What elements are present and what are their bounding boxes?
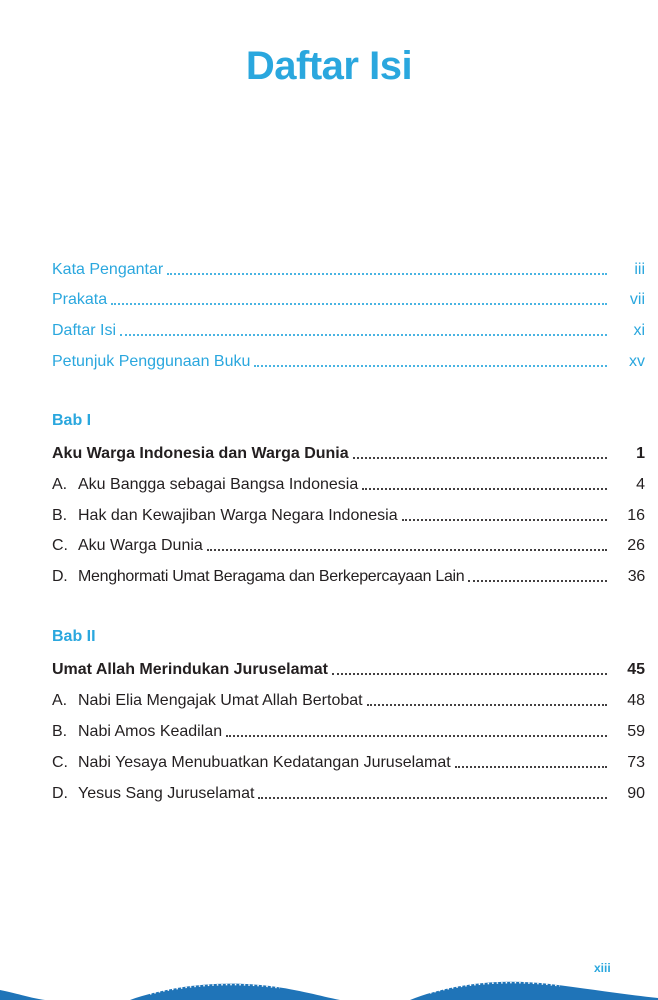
- toc-entry-label: Nabi Yesaya Menubuatkan Kedatangan Juruselamat: [78, 754, 451, 771]
- toc-entry-page: 16: [627, 507, 645, 524]
- dot-leader: [455, 765, 607, 768]
- section-letter: B.: [52, 507, 68, 524]
- toc-entry-label: Kata Pengantar: [52, 261, 164, 278]
- dot-leader: [120, 333, 607, 336]
- wave-shape: [0, 990, 45, 1000]
- toc-entry-page: iii: [634, 261, 645, 278]
- dot-leader: [402, 518, 607, 521]
- chapter-heading-bab-2: Bab II: [52, 628, 96, 645]
- toc-section-1d[interactable]: [52, 563, 645, 587]
- toc-entry-page: vii: [629, 291, 645, 308]
- toc-entry-daftar-isi[interactable]: [52, 317, 645, 341]
- section-letter: C.: [52, 754, 68, 771]
- toc-entry-petunjuk[interactable]: [52, 348, 645, 372]
- toc-entry-page: 1: [636, 445, 645, 462]
- toc-section-1b[interactable]: [52, 502, 645, 526]
- toc-entry-prakata[interactable]: [52, 286, 645, 310]
- toc-chapter-title-1[interactable]: [52, 440, 645, 464]
- toc-entry-page: 90: [627, 785, 645, 802]
- toc-entry-kata-pengantar[interactable]: [52, 256, 645, 280]
- page-number: xiii: [594, 961, 611, 975]
- toc-entry-label: Umat Allah Merindukan Juruselamat: [52, 661, 328, 678]
- dot-leader: [258, 796, 607, 799]
- toc-entry-label: Nabi Elia Mengajak Umat Allah Bertobat: [78, 692, 363, 709]
- dot-leader: [332, 672, 607, 675]
- wave-shape: [130, 984, 340, 1000]
- toc-entry-label: Aku Warga Dunia: [78, 537, 203, 554]
- toc-entry-page: 36: [627, 568, 645, 585]
- table-of-contents: [52, 250, 645, 970]
- section-letter: C.: [52, 537, 68, 554]
- toc-entry-label: Aku Warga Indonesia dan Warga Dunia: [52, 445, 349, 462]
- dot-leader: [254, 364, 607, 367]
- toc-entry-page: xi: [633, 322, 645, 339]
- dot-leader: [468, 579, 607, 582]
- toc-entry-label: Daftar Isi: [52, 322, 117, 339]
- section-letter: B.: [52, 723, 68, 740]
- section-letter: D.: [52, 785, 68, 802]
- toc-entry-label: Yesus Sang Juruselamat: [78, 785, 255, 802]
- chapter-heading-bab-1: Bab I: [52, 412, 92, 429]
- toc-entry-label: Prakata: [52, 291, 108, 308]
- toc-chapter-title-2[interactable]: [52, 656, 645, 680]
- dot-leader: [111, 302, 607, 305]
- section-letter: A.: [52, 692, 68, 709]
- dot-leader: [362, 487, 607, 490]
- section-letter: A.: [52, 476, 68, 493]
- dot-leader: [353, 456, 607, 459]
- toc-entry-page: 26: [627, 537, 645, 554]
- toc-section-2b[interactable]: [52, 718, 645, 742]
- toc-entry-page: 48: [627, 692, 645, 709]
- toc-entry-page: 45: [627, 661, 645, 678]
- toc-entry-page: 59: [627, 723, 645, 740]
- toc-entry-label: Petunjuk Penggunaan Buku: [52, 353, 251, 370]
- toc-section-2d[interactable]: [52, 780, 645, 804]
- toc-section-1c[interactable]: [52, 532, 645, 556]
- toc-section-1a[interactable]: [52, 471, 645, 495]
- toc-section-2c[interactable]: [52, 749, 645, 773]
- toc-entry-page: 73: [627, 754, 645, 771]
- section-letter: D.: [52, 568, 68, 585]
- toc-entry-label: Aku Bangga sebagai Bangsa Indonesia: [78, 476, 359, 493]
- toc-entry-page: 4: [636, 476, 645, 493]
- wave-shape: [410, 982, 658, 1000]
- toc-section-2a[interactable]: [52, 687, 645, 711]
- toc-entry-label: Menghormati Umat Beragama dan Berkepercayaan Lain: [78, 568, 465, 585]
- dot-leader: [226, 734, 607, 737]
- decorative-wave-border: [0, 972, 658, 1000]
- dot-leader: [167, 272, 607, 275]
- dot-leader: [207, 548, 607, 551]
- page-title: Daftar Isi: [245, 44, 413, 88]
- toc-entry-page: xv: [629, 353, 645, 370]
- dot-leader: [367, 703, 607, 706]
- toc-entry-label: Hak dan Kewajiban Warga Negara Indonesia: [78, 507, 398, 524]
- toc-entry-label: Nabi Amos Keadilan: [78, 723, 223, 740]
